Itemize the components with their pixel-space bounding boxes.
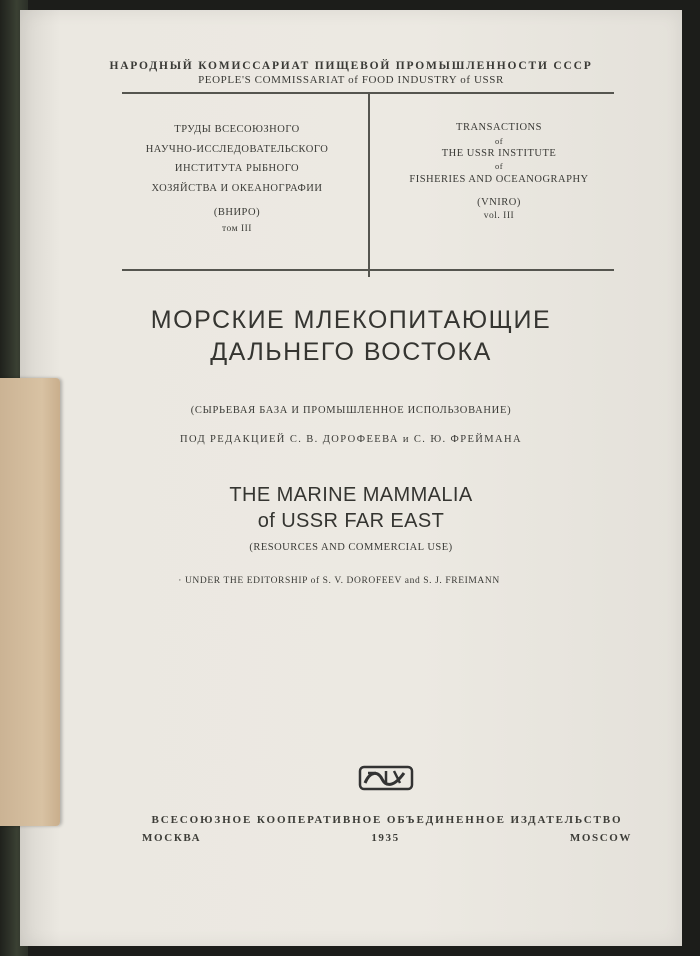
city-ru: МОСКВА [142,832,202,844]
title-page [20,10,682,946]
year: 1935 [371,832,400,844]
series-en-line4: of [494,161,504,171]
series-en-line2: of [494,136,504,146]
series-en-abbr: (VNIRO) [477,197,521,208]
imprint-row [142,832,632,844]
header-en: PEOPLE'S COMMISSARIAT of FOOD INDUSTRY of USSR [198,74,504,86]
subtitle-en: (RESOURCES AND COMMERCIAL USE) [249,542,453,553]
series-en-line1: TRANSACTIONS [456,122,542,133]
rule-middle [122,269,614,271]
title-en-line1: THE MARINE MAMMALIA [229,484,473,506]
subtitle-ru: (СЫРЬЕВАЯ БАЗА И ПРОМЫШЛЕННОЕ ИСПОЛЬЗОВАНИЕ) [190,405,512,416]
series-ru-line2: НАУЧНО-ИССЛЕДОВАТЕЛЬСКОГО [145,143,329,155]
series-en-block [374,120,624,223]
publisher-logo-icon [356,761,416,795]
header-ru: НАРОДНЫЙ КОМИССАРИАТ ПИЩЕВОЙ ПРОМЫШЛЕННОСТИ СССР [109,60,593,72]
series-ru-block [112,120,362,236]
publisher-row [142,814,632,826]
editors-en-text: UNDER THE EDITORSHIP of S. V. DOROFEEV and S. J. FREIMANN [184,576,500,586]
series-ru-volume: том III [222,223,252,234]
series-ru-line1: ТРУДЫ ВСЕСОЮЗНОГО [174,124,300,135]
title-ru-line2: ДАЛЬНЕГО ВОСТОКА [210,338,492,366]
column-divider [368,94,370,277]
series-en-volume: vol. III [483,211,515,221]
city-en: MOSCOW [569,832,632,844]
series-ru-abbr: (ВНИРО) [213,207,261,218]
editors-en [8,576,670,586]
title-ru-line1: МОРСКИЕ МЛЕКОПИТАЮЩИЕ [150,306,552,334]
series-ru-line4: ХОЗЯЙСТВА И ОКЕАНОГРАФИИ [151,182,323,194]
editors-ru: ПОД РЕДАКЦИЕЙ С. В. ДОРОФЕЕВА и С. Ю. ФРЕЙМАНА [180,434,522,445]
paper-bookmark-insert [0,378,60,826]
series-ru-line3: ИНСТИТУТА РЫБНОГО [174,163,300,174]
title-en-line2: of USSR FAR EAST [257,510,445,532]
series-en-line5: FISHERIES AND OCEANOGRAPHY [409,174,589,185]
publisher-name: ВСЕСОЮЗНОЕ КООПЕРАТИВНОЕ ОБЪЕДИНЕННОЕ ИЗДАТЕЛЬСТВО [151,814,623,826]
editors-en-dash: · [178,576,185,586]
series-en-line3: THE USSR INSTITUTE [441,148,557,159]
